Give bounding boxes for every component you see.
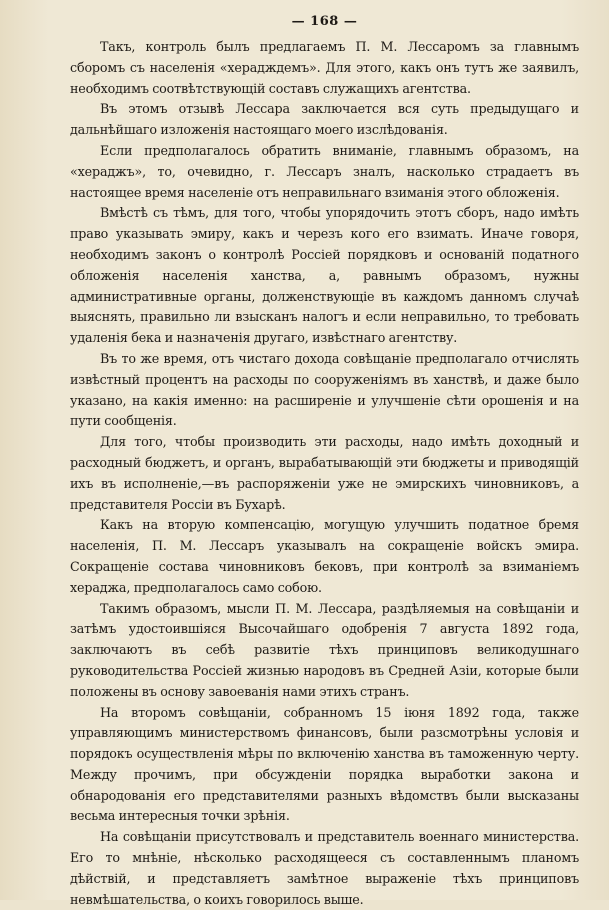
paragraph-4: Вмѣстѣ съ тѣмъ, для того, чтобы упорядочить этотъ сборъ, надо имѣть право указывать эмиру, какъ и черезъ кого его взимать. Иначе говоря, необходимъ законъ о контролѣ Россіей порядковъ и основаній податного обложенія населенія ханства, а, равнымъ образомъ, нужны административные органы, долженствующіе въ каждомъ данномъ случаѣ выяснять, правильно ли взысканъ налогъ и если неправильно, то требовать удаленія бека и назначенія другаго, извѣстнаго агентству. [70,205,579,346]
paragraph-7: Какъ на вторую компенсацію, могущую улучшить податное бремя населенія, П. М. Лессаръ указывалъ на сокращеніе войскъ эмира. Сокращеніе состава чиновниковъ бековъ, при контролѣ за взиманіемъ хераджа, предполагалось само собою. [70,517,579,595]
paragraph-8: Такимъ образомъ, мысли П. М. Лессара, раздѣляемыя на совѣщаніи и затѣмъ удостоившіяся Высочайшаго одобренія 7 августа 1892 года, заключаютъ въ себѣ развитіе тѣхъ принциповъ великодушнаго руководительства Россіей жизнью народовъ въ Средней Азіи, которые были положены въ основу завоеванія нами этихъ странъ. [70,600,579,699]
paragraph-10: На совѣщаніи присутствовалъ и представитель военнаго министерства. Его то мнѣніе, нѣсколько расходящееся съ составленнымъ планомъ дѣйствій, и представляетъ замѣтное выраженіе тѣхъ принциповъ невмѣшательства, о коихъ говорилось выше. [70,829,579,907]
paragraph-6: Для того, чтобы производить эти расходы, надо имѣть доходный и расходный бюджетъ, и органъ, вырабатывающій эти бюджеты и приводящій ихъ въ исполненіе,—въ распоряженіи уже не эмирскихъ чиновниковъ, а представителя Россіи въ Бухарѣ. [70,434,579,512]
paragraph-9: На второмъ совѣщаніи, собранномъ 15 іюня 1892 года, также управляющимъ министерствомъ финансовъ, были разсмотрѣны условія и порядокъ осуществленія мѣры по включенію ханства въ таможенную черту. Между прочимъ, при обсужденіи порядка выработки закона и обнародованія его представителями разныхъ вѣдомствъ были высказаны весьма интересныя точки зрѣнія. [70,704,579,824]
paragraph-5: Въ то же время, отъ чистаго дохода совѣщаніе предполагало отчислять извѣстный процентъ на расходы по сооруженіямъ въ ханствѣ, и даже было указано, на какія именно: на расширеніе и улучшеніе сѣти орошенія и на пути сообщенія. [70,350,579,429]
paragraph-1: Такъ, контроль былъ предлагаемъ П. М. Лессаромъ за главнымъ сборомъ съ населенія «херадждемъ». Для этого, какъ онъ тутъ же заявилъ, необходимъ соотвѣтствующій составъ служащихъ агентства. [70,39,579,96]
page-number: — 168 — [291,14,358,29]
body-text [70,37,579,910]
paragraph-2: Въ этомъ отзывѣ Лессара заключается вся суть предыдущаго и дальнѣйшаго изложенія настоящаго моего изслѣдованія. [70,101,579,138]
paragraph-3: Если предполагалось обратить вниманіе, главнымъ образомъ, на «хераджъ», то, очевидно, г. Лессаръ зналъ, насколько страдаетъ въ настоящее время населеніе отъ неправильнаго взиманія этого обложенія. [70,142,579,200]
